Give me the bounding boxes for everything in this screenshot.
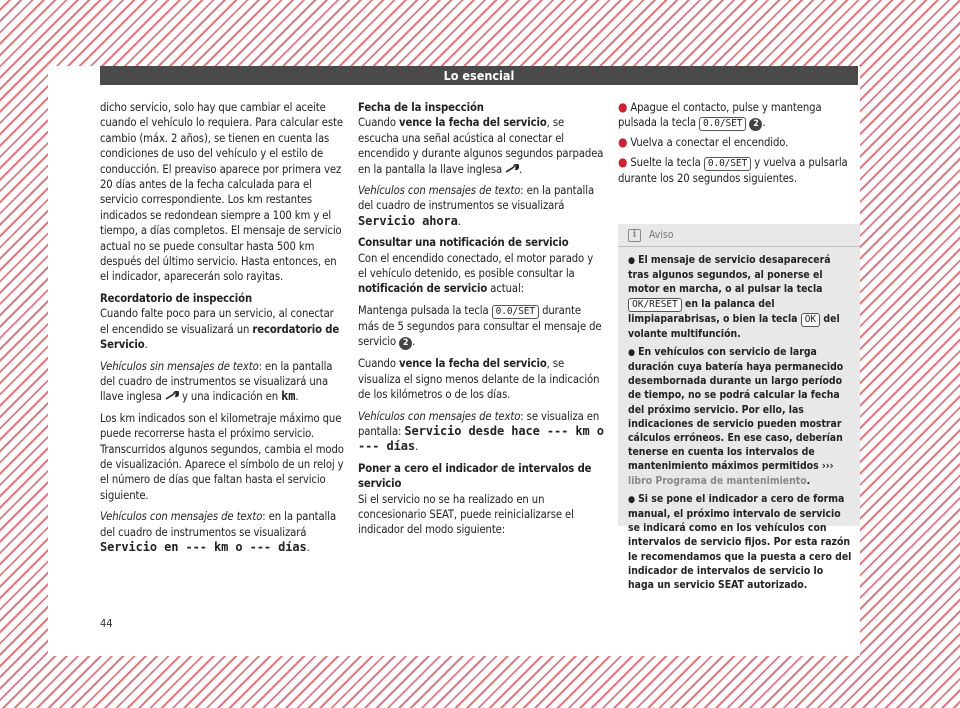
text: actual: xyxy=(487,282,524,296)
text: . xyxy=(806,474,811,487)
display-text: Servicio ahora xyxy=(358,213,458,228)
bullet-icon: ● xyxy=(618,100,628,114)
text: . xyxy=(144,338,148,352)
bullet-icon: ● xyxy=(618,135,628,150)
text: . xyxy=(415,440,419,454)
paragraph: dicho servicio, solo hay que cambiar el aceite cuando el vehículo lo requiera. Para calcular este cambio (máx. 2 años), se tienen en cuenta las condiciones de uso del vehículo y el estilo de conducción. El preaviso aparece por primera vez 20 días antes de la fecha calculada para el servicio correspondiente. Los km restantes indicados se redondean siempre a 100 km y el tiempo, a días completos. El mensaje de servicio actual no se puede consultar hasta 500 km después del último servicio. Hasta entonces, en el indicador, aparecerán solo rayitas. xyxy=(100,101,343,284)
info-icon: i xyxy=(628,229,641,242)
cross-reference-link[interactable]: libro Programa de mantenimiento xyxy=(628,474,807,487)
text: : en la pantalla del cuadro de instrumentos se visualizará xyxy=(100,510,337,539)
bullet-icon: ● xyxy=(628,347,636,358)
key-set: 0.0/SET xyxy=(492,305,539,319)
paragraph xyxy=(358,251,604,297)
text: Si se pone el indicador a cero de forma manual, el próximo intervalo de servicio se indicará como en los vehículos con intervalos de servicio fijos. Por esta razón le recomendamos que la puesta a cero del indicador de intervalos de servicio lo haga un servicio SEAT autorizado. xyxy=(628,492,852,592)
paragraph xyxy=(358,303,604,350)
text: Vuelva a conectar el encendido. xyxy=(630,136,789,150)
notice-item xyxy=(628,253,852,341)
paragraph xyxy=(100,509,345,555)
wrench-icon xyxy=(165,389,179,404)
text: : en la pantalla del cuadro de instrumentos se visualizará una llave inglesa xyxy=(100,359,333,404)
text: en la palanca del limpiaparabrisas, o bien la tecla xyxy=(628,297,801,325)
paragraph xyxy=(358,115,604,177)
paragraph xyxy=(358,409,604,455)
text: . xyxy=(295,390,299,404)
text-bold: vence la fecha del servicio xyxy=(399,357,547,371)
text: . xyxy=(412,335,416,349)
callout-number: 2 xyxy=(749,118,762,131)
paragraph xyxy=(358,183,604,229)
text: Cuando xyxy=(358,116,400,130)
text: El mensaje de servicio desaparecerá tras algunos segundos, al ponerse el motor en marcha, o al pulsar la tecla xyxy=(628,254,831,296)
notice-item xyxy=(628,345,852,488)
notice-item xyxy=(628,492,852,592)
list-item xyxy=(618,135,860,150)
heading-consultar: Consultar una notificación de servicio xyxy=(358,236,569,250)
notice-body xyxy=(618,247,860,592)
column-3 xyxy=(618,100,860,190)
notice-title: Aviso xyxy=(649,228,674,241)
arrow-icon: ››› xyxy=(821,460,834,473)
text: y vuelva a pulsarla durante los 20 segundos siguientes. xyxy=(618,155,848,185)
page-header: Lo esencial xyxy=(100,66,858,85)
wrench-icon xyxy=(505,162,519,177)
text: Cuando xyxy=(358,357,400,371)
page-margin xyxy=(48,66,88,656)
text: . xyxy=(306,540,310,554)
text-bold: vence la fecha del servicio xyxy=(399,116,547,130)
text-italic: Vehículos con mensajes de texto xyxy=(358,184,521,198)
key-set: 0.0/SET xyxy=(704,157,751,171)
display-text: Servicio desde hace --- km o --- días xyxy=(358,423,604,454)
text: Mantenga pulsada la tecla xyxy=(358,303,492,317)
text: En vehículos con servicio de larga duración cuya batería haya permanecido desembornada durante un largo período de tiempo, no se podrá calcular la fecha del próximo servicio. Por ello, las indicaciones de servicio pueden mostrar cálculos erróneos. En ese caso, deberían tenerse en cuenta los intervalos de mantenimiento máximos permitidos xyxy=(628,345,844,473)
notice-header xyxy=(618,224,860,247)
text: , se visualiza el signo menos delante de la indicación de los kilómetros o de los días. xyxy=(358,357,600,402)
text-bold: notificación de servicio xyxy=(358,282,488,296)
list-item xyxy=(618,100,860,131)
text-bold: recordatorio de Servicio xyxy=(100,322,340,352)
text: Suelte la tecla xyxy=(630,155,704,169)
heading-fecha-inspeccion: Fecha de la inspección xyxy=(358,101,484,114)
paragraph: Si el servicio no se ha realizado en un concesionario SEAT, puede reinicializarse el indicador del modo siguiente: xyxy=(358,492,574,537)
list-item xyxy=(618,155,860,186)
text: : se visualiza en pantalla: xyxy=(358,409,600,438)
heading-recordatorio: Recordatorio de inspección xyxy=(100,291,253,305)
text-italic: Vehículos sin mensajes de texto xyxy=(100,359,259,373)
text: . xyxy=(519,162,523,176)
text-italic: Vehículos con mensajes de texto xyxy=(100,510,263,524)
text: del volante multifunción. xyxy=(628,312,840,340)
text: . xyxy=(762,116,766,130)
text-mono: km xyxy=(281,389,296,404)
text: durante más de 5 segundos para consultar el mensaje de servicio xyxy=(358,303,602,349)
key-set: 0.0/SET xyxy=(699,117,746,131)
text: : en la pantalla del cuadro de instrumentos se visualizará xyxy=(358,184,595,213)
display-text: Servicio en --- km o --- días xyxy=(100,539,307,554)
page-number: 44 xyxy=(100,617,113,630)
text: Con el encendido conectado, el motor parado y el vehículo detenido, es posible consultar la xyxy=(358,251,594,281)
key-ok-reset: OK/RESET xyxy=(628,298,682,312)
paragraph xyxy=(100,306,345,352)
text: y una indicación en xyxy=(178,390,282,404)
text: Cuando falte poco para un servicio, al conectar el encendido se visualizará un xyxy=(100,307,334,336)
paragraph xyxy=(100,359,345,405)
column-2 xyxy=(358,100,604,544)
bullet-icon: ● xyxy=(618,154,628,169)
text-italic: Vehículos con mensajes de texto xyxy=(358,409,521,423)
text: , se escucha una señal acústica al conectar el encendido y durante algunos segundos parpadea en la pantalla la llave inglesa xyxy=(358,116,604,176)
text: Apague el contacto, pulse y mantenga pulsada la tecla xyxy=(618,101,822,130)
notice-box xyxy=(618,224,860,592)
bullet-icon: ● xyxy=(628,494,636,505)
key-ok: OK xyxy=(801,313,820,327)
paragraph xyxy=(358,356,604,402)
paragraph: Los km indicados son el kilometraje máximo que puede recorrerse hasta el próximo servicio. Transcurridos algunos segundos, cambia el modo de visualización. Aparece el símbolo de un reloj y el número de días que faltan hasta el servicio siguiente. xyxy=(100,411,344,502)
heading-poner-a-cero: Poner a cero el indicador de intervalos de servicio xyxy=(358,461,592,491)
bullet-icon: ● xyxy=(628,256,636,266)
text: . xyxy=(457,214,461,228)
column-1 xyxy=(100,100,345,561)
callout-number: 2 xyxy=(399,337,412,350)
